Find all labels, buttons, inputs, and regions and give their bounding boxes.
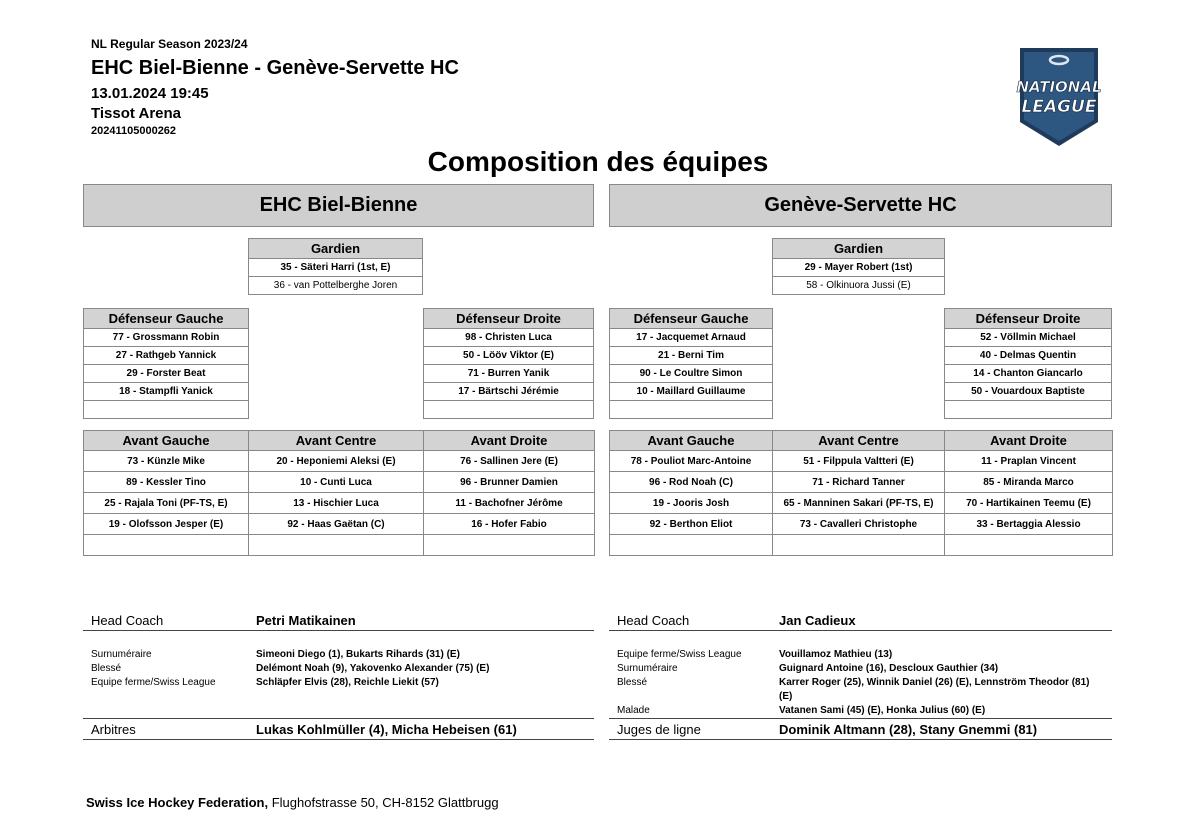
logo-text-national: NATIONAL	[1016, 78, 1102, 96]
divider	[609, 718, 1112, 719]
player-cell: 71 - Burren Yanik	[424, 365, 594, 383]
player-cell: 40 - Delmas Quentin	[945, 347, 1112, 365]
player-cell: 96 - Brunner Damien	[424, 472, 595, 493]
player-cell: 16 - Hofer Fabio	[424, 514, 595, 535]
player-cell	[945, 401, 1112, 419]
footer	[86, 795, 499, 810]
away-extras-labels	[617, 648, 742, 718]
home-coach-label: Head Coach	[91, 613, 164, 628]
player-cell: 92 - Haas Gaëtan (C)	[249, 514, 424, 535]
player-cell	[424, 535, 595, 556]
player-cell	[610, 535, 773, 556]
goalie-header: Gardien	[249, 239, 423, 259]
fwd-left-header: Avant Gauche	[84, 431, 249, 451]
player-cell: 90 - Le Coultre Simon	[610, 365, 773, 383]
divider	[83, 718, 594, 719]
player-cell: 19 - Jooris Josh	[610, 493, 773, 514]
away-officials-names: Dominik Altmann (28), Stany Gnemmi (81)	[779, 722, 1038, 737]
player-cell: 20 - Heponiemi Aleksi (E)	[249, 451, 424, 472]
extras-value: Guignard Antoine (16), Descloux Gauthier (34)	[779, 663, 999, 674]
player-cell: 10 - Maillard Guillaume	[610, 383, 773, 401]
def-left-header: Défenseur Gauche	[84, 309, 249, 329]
player-cell: 17 - Jacquemet Arnaud	[610, 329, 773, 347]
extras-value: Vatanen Sami (45) (E), Honka Julius (60) (E)	[779, 705, 986, 716]
divider	[609, 630, 1112, 631]
player-cell: 50 - Vouardoux Baptiste	[945, 383, 1112, 401]
footer-address: Flughofstrasse 50, CH-8152 Glattbrugg	[271, 795, 499, 810]
goalie-cell: 36 - van Pottelberghe Joren	[249, 277, 423, 295]
player-cell	[945, 535, 1113, 556]
extras-label: Equipe ferme/Swiss League	[617, 649, 742, 660]
fwd-left-header: Avant Gauche	[610, 431, 773, 451]
player-cell: 21 - Berni Tim	[610, 347, 773, 365]
home-officials-names: Lukas Kohlmüller (4), Micha Hebeisen (61)	[256, 722, 517, 737]
extras-value: Karrer Roger (25), Winnik Daniel (26) (E), Lennström Theodor (81)	[779, 677, 1090, 688]
away-def-right-table	[944, 308, 1112, 419]
away-def-left-table	[609, 308, 773, 419]
fwd-center-header: Avant Centre	[773, 431, 945, 451]
home-coach-name: Petri Matikainen	[256, 613, 356, 628]
divider	[83, 739, 594, 740]
away-coach-name: Jan Cadieux	[779, 613, 856, 628]
player-cell: 76 - Sallinen Jere (E)	[424, 451, 595, 472]
player-cell: 89 - Kessler Tino	[84, 472, 249, 493]
away-officials-label: Juges de ligne	[617, 722, 701, 737]
extras-value: Vouillamoz Mathieu (13)	[779, 649, 893, 660]
footer-org: Swiss Ice Hockey Federation,	[86, 795, 269, 810]
player-cell: 50 - Lööv Viktor (E)	[424, 347, 594, 365]
player-cell: 18 - Stampfli Yanick	[84, 383, 249, 401]
player-cell: 17 - Bärtschi Jérémie	[424, 383, 594, 401]
player-cell: 77 - Grossmann Robin	[84, 329, 249, 347]
match-datetime: 13.01.2024 19:45	[91, 85, 209, 102]
season-label: NL Regular Season 2023/24	[91, 37, 248, 51]
player-cell: 98 - Christen Luca	[424, 329, 594, 347]
home-forwards-table	[83, 430, 595, 556]
extras-value: Schläpfer Elvis (28), Reichle Liekit (57)	[256, 677, 439, 688]
home-officials-label: Arbitres	[91, 722, 136, 737]
home-extras-labels	[91, 648, 216, 690]
extras-value-wrap: (E)	[779, 691, 793, 702]
extras-label: Blessé	[617, 677, 648, 688]
extras-value: Simeoni Diego (1), Bukarts Rihards (31) (E)	[256, 649, 460, 660]
away-coach-label: Head Coach	[617, 613, 690, 628]
extras-value: Delémont Noah (9), Yakovenko Alexander (75) (E)	[256, 663, 490, 674]
player-cell: 70 - Hartikainen Teemu (E)	[945, 493, 1113, 514]
home-extras-values	[256, 648, 489, 690]
extras-label: Equipe ferme/Swiss League	[91, 677, 216, 688]
logo-text-league: LEAGUE	[1021, 97, 1097, 117]
match-title: EHC Biel-Bienne - Genève-Servette HC	[91, 57, 459, 79]
player-cell: 10 - Cunti Luca	[249, 472, 424, 493]
home-def-left-table	[83, 308, 249, 419]
player-cell: 73 - Cavalleri Christophe	[773, 514, 945, 535]
home-goalie-table	[248, 238, 423, 295]
player-cell: 14 - Chanton Giancarlo	[945, 365, 1112, 383]
player-cell: 71 - Richard Tanner	[773, 472, 945, 493]
player-cell: 52 - Völlmin Michael	[945, 329, 1112, 347]
player-cell: 73 - Künzle Mike	[84, 451, 249, 472]
away-team-banner: Genève-Servette HC	[609, 184, 1112, 227]
away-forwards-table	[609, 430, 1113, 556]
home-team-banner: EHC Biel-Bienne	[83, 184, 594, 227]
player-cell: 96 - Rod Noah (C)	[610, 472, 773, 493]
page-title: Composition des équipes	[427, 146, 769, 177]
player-cell	[84, 401, 249, 419]
national-league-logo	[1012, 42, 1106, 150]
extras-label: Malade	[617, 705, 650, 716]
goalie-cell: 29 - Mayer Robert (1st)	[773, 259, 945, 277]
player-cell: 11 - Bachofner Jérôme	[424, 493, 595, 514]
player-cell: 19 - Olofsson Jesper (E)	[84, 514, 249, 535]
venue: Tissot Arena	[91, 105, 182, 122]
extras-label: Surnuméraire	[91, 649, 152, 660]
divider	[609, 739, 1112, 740]
divider	[83, 630, 594, 631]
player-cell	[249, 535, 424, 556]
player-cell: 65 - Manninen Sakari (PF-TS, E)	[773, 493, 945, 514]
player-cell	[84, 535, 249, 556]
def-right-header: Défenseur Droite	[945, 309, 1112, 329]
fwd-right-header: Avant Droite	[945, 431, 1113, 451]
player-cell	[610, 401, 773, 419]
home-def-right-table	[423, 308, 594, 419]
away-extras-values	[779, 648, 1104, 718]
player-cell: 85 - Miranda Marco	[945, 472, 1113, 493]
goalie-cell: 58 - Olkinuora Jussi (E)	[773, 277, 945, 295]
player-cell	[773, 535, 945, 556]
fwd-right-header: Avant Droite	[424, 431, 595, 451]
goalie-header: Gardien	[773, 239, 945, 259]
goalie-cell: 35 - Säteri Harri (1st, E)	[249, 259, 423, 277]
player-cell: 11 - Praplan Vincent	[945, 451, 1113, 472]
extras-label: Blessé	[91, 663, 122, 674]
player-cell: 33 - Bertaggia Alessio	[945, 514, 1113, 535]
def-right-header: Défenseur Droite	[424, 309, 594, 329]
player-cell: 25 - Rajala Toni (PF-TS, E)	[84, 493, 249, 514]
player-cell: 13 - Hischier Luca	[249, 493, 424, 514]
player-cell: 92 - Berthon Eliot	[610, 514, 773, 535]
away-goalie-table	[772, 238, 945, 295]
player-cell	[424, 401, 594, 419]
def-left-header: Défenseur Gauche	[610, 309, 773, 329]
player-cell: 51 - Filppula Valtteri (E)	[773, 451, 945, 472]
game-id: 20241105000262	[91, 125, 177, 137]
player-cell: 27 - Rathgeb Yannick	[84, 347, 249, 365]
player-cell: 29 - Forster Beat	[84, 365, 249, 383]
fwd-center-header: Avant Centre	[249, 431, 424, 451]
extras-label: Surnuméraire	[617, 663, 678, 674]
player-cell: 78 - Pouliot Marc-Antoine	[610, 451, 773, 472]
